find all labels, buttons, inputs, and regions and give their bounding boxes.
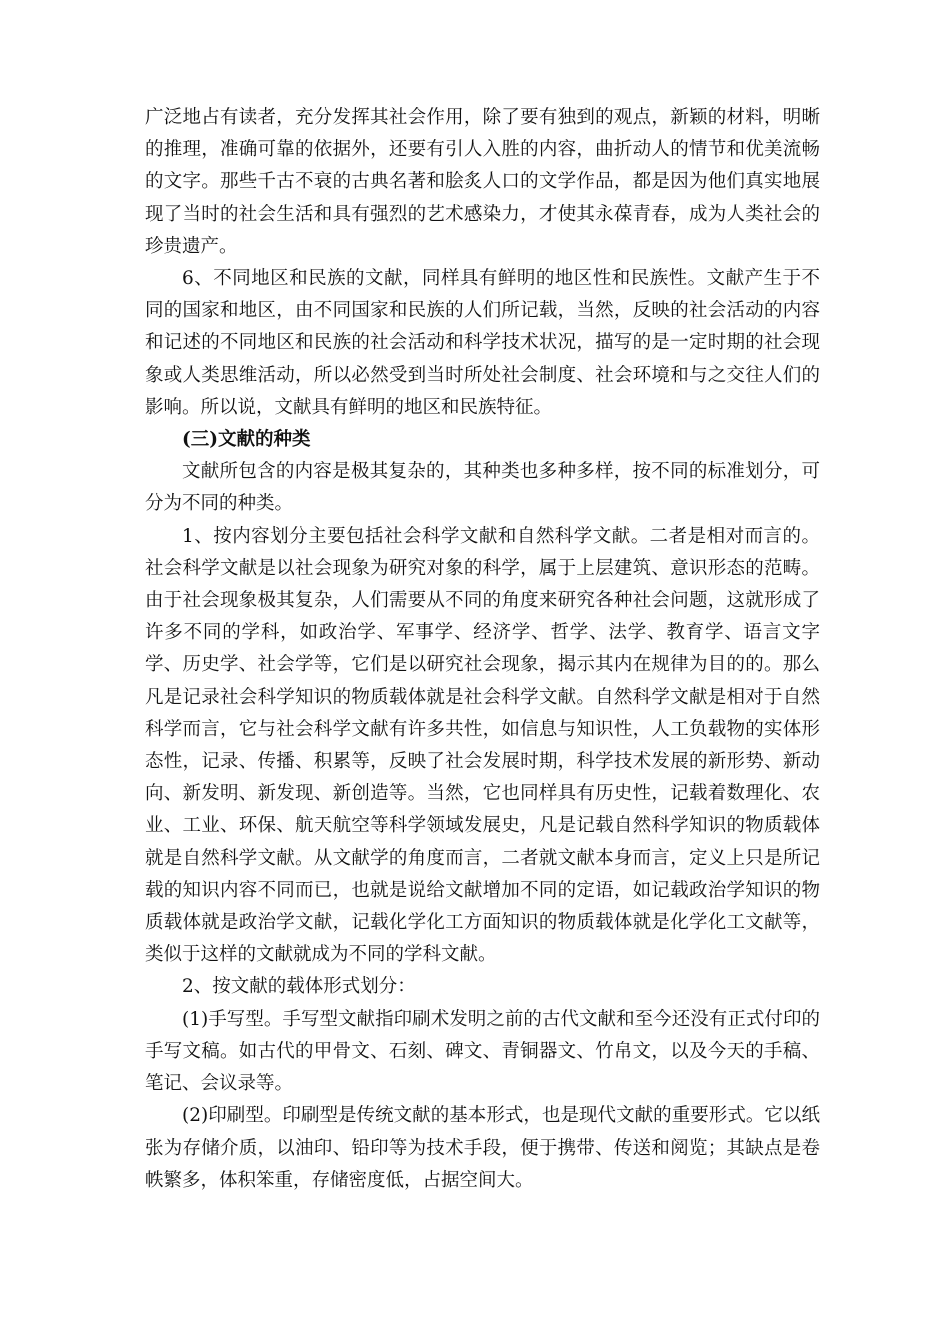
paragraph-regional-characteristics: 6、不同地区和民族的文献，同样具有鲜明的地区性和民族性。文献产生于不同的国家和地区，由不同国家和民族的人们所记载，当然，反映的社会活动的内容和记述的不同地区和民族的社会活动和科学技术状况，描写的是一定时期的社会现象或人类思维活动，所以必然受到当时所处社会制度、社会环境和与之交往人们的影响。所以说，文献具有鲜明的地区和民族特征。: [145, 268, 820, 418]
paragraph-printed-type: (2)印刷型。印刷型是传统文献的基本形式，也是现代文献的重要形式。它以纸张为存储介质，以油印、铅印等为技术手段，便于携带、传送和阅览；其缺点是卷帙繁多，体积笨重，存储密度低，占据空间大。: [145, 1105, 820, 1191]
paragraph-continuation: 广泛地占有读者，充分发挥其社会作用，除了要有独到的观点，新颖的材料，明晰的推理，准确可靠的依据外，还要有引人入胜的内容，曲折动人的情节和优美流畅的文字。那些千古不衰的古典名著和脍炙人口的文学作品，都是因为他们真实地展现了当时的社会生活和具有强烈的艺术感染力，才使其永葆青春，成为人类社会的珍贵遗产。: [145, 107, 820, 257]
section-heading: (三)文献的种类: [182, 429, 311, 451]
document-body: [145, 102, 820, 1197]
paragraph-carrier-classification: 2、按文献的载体形式划分：: [182, 976, 416, 998]
paragraph-types-intro: 文献所包含的内容是极其复杂的，其种类也多种多样，按不同的标准划分，可分为不同的种类。: [145, 461, 820, 515]
paragraph-handwritten-type: (1)手写型。手写型文献指印刷术发明之前的古代文献和至今还没有正式付印的手写文稿。如古代的甲骨文、石刻、碑文、青铜器文、竹帛文，以及今天的手稿、笔记、会议录等。: [145, 1008, 820, 1095]
paragraph-content-classification: 1、按内容划分主要包括社会科学文献和自然科学文献。二者是相对而言的。社会科学文献是以社会现象为研究对象的科学，属于上层建筑、意识形态的范畴。由于社会现象极其复杂，人们需要从不同的角度来研究各种社会问题，这就形成了许多不同的学科，如政治学、军事学、经济学、哲学、法学、教育学、语言文字学、历史学、社会学等，它们是以研究社会现象，揭示其内在规律为目的的。那么凡是记录社会科学知识的物质载体就是社会科学文献。自然科学文献是相对于自然科学而言，它与社会科学文献有许多共性，如信息与知识性，人工负载物的实体形态性，记录、传播、积累等，反映了社会发展时期，科学技术发展的新形势、新动向、新发明、新发现、新创造等。当然，它也同样具有历史性，记载着数理化、农业、工业、环保、航天航空等科学领域发展史，凡是记载自然科学知识的物质载体就是自然科学文献。从文献学的角度而言，二者就文献本身而言，定义上只是所记载的知识内容不同而已，也就是说给文献增加不同的定语，如记载政治学知识的物质载体就是政治学文献，记载化学化工方面知识的物质载体就是化学化工文献等，类似于这样的文献就成为不同的学科文献。: [145, 525, 820, 966]
